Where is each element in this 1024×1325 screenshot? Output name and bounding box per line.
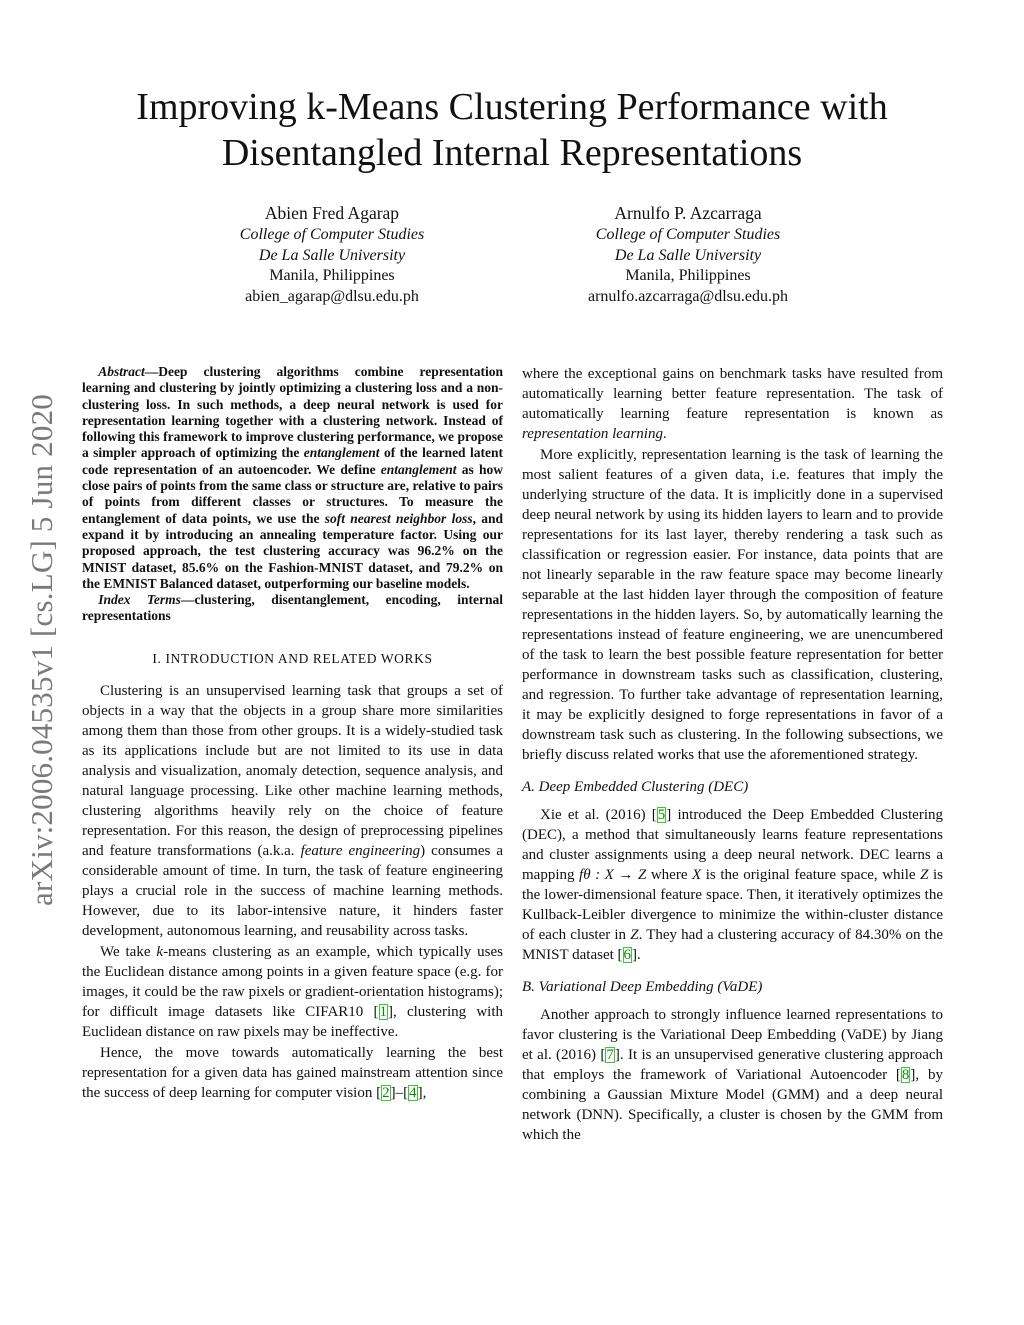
emphasis: representation learning: [522, 426, 663, 442]
text: Clustering is an unsupervised learning task that groups a set of objects in a way that the objects in a group share more similarities among them than those from other groups. It is a widely-studied task as its applications include but are not limited to its use in data analysis and visualization, anomaly detection, sequence analysis, and natural language processing. Like other machine learning methods, clustering algorithms heavily rely on the choice of feature representation. For this reason, the design of preprocessing pipelines and feature transformations (a.k.a.: [82, 682, 503, 859]
text: .: [637, 947, 641, 963]
math: X: [692, 867, 702, 883]
text: ,: [422, 1084, 427, 1101]
text: , clustering with Euclidean distance on raw pixels may be ineffective.: [82, 1003, 503, 1040]
text: Another approach to strongly influence learned representations to favor clustering is the Variational Deep Embedding (VaDE) by Jiang et al. (2016): [522, 1007, 943, 1063]
arxiv-id: arXiv:2006.04535v1 [cs.LG] 5 Jun 2020: [24, 394, 59, 906]
intro-paragraph-5: More explicitly, representation learning is the task of learning the most salient features of a given data, i.e. features that imply the underlying structure of the data. It is implicitly done in a supervised deep neural network by using its hidden layers to learn and to provide representations for its last layer, thereby rendering a task such as classification or regression easier. For instance, data points that are not linearly separable in the raw feature space may become linearly separable at the last hidden layer through the composition of feature representations in the hidden layers. So, by automatically learning the representations instead of feature engineering, we are unencumbered of the task to learn the best possible feature representation for better performance in downstream tasks such as classification, clustering, and regression. To further take advantage of representation learning, it may be explicitly designed to forge representations in favor of a downstream task such as clustering. In the following subsections, we briefly discuss related works that use the aforementioned strategy.: [522, 447, 943, 763]
author-1: [152, 201, 512, 307]
paper-title: Improving k-Means Clustering Performance with Disentangled Internal Representations: [136, 86, 888, 174]
left-column: [82, 364, 503, 1103]
citation-link[interactable]: 6: [623, 947, 632, 963]
text: -means clustering as an example, which typically uses the Euclidean distance among points in a given feature space (e.g. for images, it could be the raw pixels or gradient-orientation histograms); for difficult image datasets like CIFAR10: [82, 943, 503, 1020]
intro-paragraph-1: [82, 681, 503, 941]
text: Hence, the move towards automatically learning the best representation for a given data has gained mainstream attention since the success of deep learning for computer vision: [82, 1044, 503, 1101]
intro-paragraph-4: [522, 364, 943, 444]
emphasis: feature engineering: [300, 842, 421, 859]
text: . They had a clustering accuracy of 84.30% on the MNIST dataset: [522, 927, 943, 963]
arxiv-sidebar: [18, 365, 66, 935]
text: is the original feature space, while: [701, 867, 921, 883]
text: ) consumes a considerable amount of time. In turn, the task of feature engineering plays a crucial role in the success of machine learning methods. However, due to its labor-intensive nature, it hinders faster development, autonomous learning, and reusability across tasks.: [82, 842, 503, 939]
abstract-em: entanglement: [380, 461, 457, 477]
abstract-text: —Deep clustering algorithms combine representation learning and clustering by jointly optimizing a clustering loss and a non-clustering loss. In such methods, a deep neural network is used for representation learning together with a clustering network. Instead of following this framework to improve clustering performance, we propose a simpler approach of optimizing the: [82, 364, 503, 461]
text: –: [395, 1084, 404, 1101]
citation-link[interactable]: 1: [379, 1003, 387, 1020]
author-1-univ: De La Salle University: [258, 246, 406, 264]
index-terms-label: Index Terms: [98, 592, 181, 608]
author-1-dept: College of Computer Studies: [239, 226, 425, 243]
right-column: [522, 364, 943, 1145]
abstract-text: as how close pairs of points from the same class or structure are, relative to pairs of points from different classes or structures. To measure the entanglement of data points, we use the: [82, 461, 503, 526]
text: introduced the Deep Embedded Clustering (DEC), a method that simultaneously learns feature representations and cluster assignments using a deep neural network. DEC learns a mapping: [522, 807, 943, 883]
author-1-email: abien_agarap@dlsu.edu.ph: [245, 287, 419, 305]
intro-paragraph-2: We take k-means clustering as an example, which typically uses the Euclidean distance among points in a given feature space (e.g. for images, it could be the raw pixels or gradient-orientation histograms); for difficult image datasets like CIFAR10 [1], clustering with Euclidean distance on raw pixels may be ineffective.: [82, 943, 503, 1040]
citation-link[interactable]: 4: [409, 1084, 417, 1101]
math: Z: [630, 927, 639, 943]
author-2: [508, 201, 868, 307]
subsection-b-title: B. Variational Deep Embedding (VaDE): [522, 979, 763, 995]
index-terms: [82, 592, 503, 625]
abstract-text: , and expand it by introducing an annealing temperature factor. Using our proposed approach, the test clustering accuracy was 96.2% on the MNIST dataset, 85.6% on the Fashion-MNIST dataset, and 79.2% on the EMNIST Balanced dataset, outperforming our baseline models.: [82, 510, 503, 591]
author-1-name: Abien Fred Agarap: [264, 203, 400, 223]
math: fθ : X → Z: [579, 867, 647, 883]
abstract-em: entanglement: [303, 445, 380, 461]
text: .: [662, 426, 667, 442]
text: , by combining a Gaussian Mixture Model (GMM) and a deep neural network (DNN). Specifically, a cluster is chosen by the GMM from which the: [522, 1067, 943, 1143]
text: . It is an unsupervised generative clustering approach that employs the framework of Variational Autoencoder: [522, 1047, 944, 1083]
abstract-text: of the learned latent code representation of an autoencoder. We define: [82, 445, 503, 477]
citation-link[interactable]: 8: [901, 1067, 910, 1083]
text: where the exceptional gains on benchmark tasks have resulted from automatically learning better feature representation. The task of automatically learning feature representation is known as: [522, 366, 943, 422]
abstract-em: soft nearest neighbor loss: [324, 510, 473, 526]
text: where: [646, 867, 693, 883]
math: Z: [920, 867, 929, 883]
vade-paragraph: Another approach to strongly influence learned representations to favor clustering is the Variational Deep Embedding (VaDE) by Jiang et al. (2016) [7]. It is an unsupervised generative clustering approach that employs the framework of Variational Autoencoder [8], by combining a Gaussian Mixture Model (GMM) and a deep neural network (DNN). Specifically, a cluster is chosen by the GMM from which the: [522, 1007, 944, 1143]
dec-paragraph: Xie et al. (2016) [5] introduced the Deep Embedded Clustering (DEC), a method that simultaneously learns feature representations and cluster assignments using a deep neural network. DEC learns a mapping fθ : X → Z where X is the original feature space, while Z is the lower-dimensional feature space. Then, it iteratively optimizes the Kullback-Leibler divergence to minimize the within-cluster distance of each cluster in Z. They had a clustering accuracy of 84.30% on the MNIST dataset [6].: [522, 807, 943, 963]
citation-link[interactable]: 2: [382, 1084, 390, 1101]
citation-link[interactable]: 5: [657, 807, 666, 823]
subsection-a-title: A. Deep Embedded Clustering (DEC): [522, 779, 749, 795]
author-2-name: Arnulfo P. Azcarraga: [614, 203, 762, 223]
author-2-city: Manila, Philippines: [625, 267, 751, 284]
math-k: k: [156, 943, 164, 960]
abstract-label: Abstract: [98, 364, 145, 379]
citation-link[interactable]: 7: [606, 1047, 614, 1063]
index-terms-text: —clustering, disentanglement, encoding, internal representations: [82, 592, 504, 624]
author-2-univ: De La Salle University: [614, 246, 762, 264]
abstract: [82, 364, 503, 625]
author-2-email: arnulfo.azcarraga@dlsu.edu.ph: [588, 287, 788, 305]
author-1-city: Manila, Philippines: [269, 267, 395, 284]
section-1-title: I. INTRODUCTION AND RELATED WORKS: [152, 650, 433, 666]
author-2-dept: College of Computer Studies: [595, 226, 781, 243]
intro-paragraph-3: Hence, the move towards automatically learning the best representation for a given data has gained mainstream attention since the success of deep learning for computer vision [2]–[4],: [82, 1044, 503, 1101]
text: We take: [100, 943, 157, 960]
text: is the lower-dimensional feature space. Then, it iteratively optimizes the Kullback-Leibler divergence to minimize the within-cluster distance of each cluster in: [522, 867, 943, 943]
text: Xie et al. (2016): [540, 807, 652, 823]
